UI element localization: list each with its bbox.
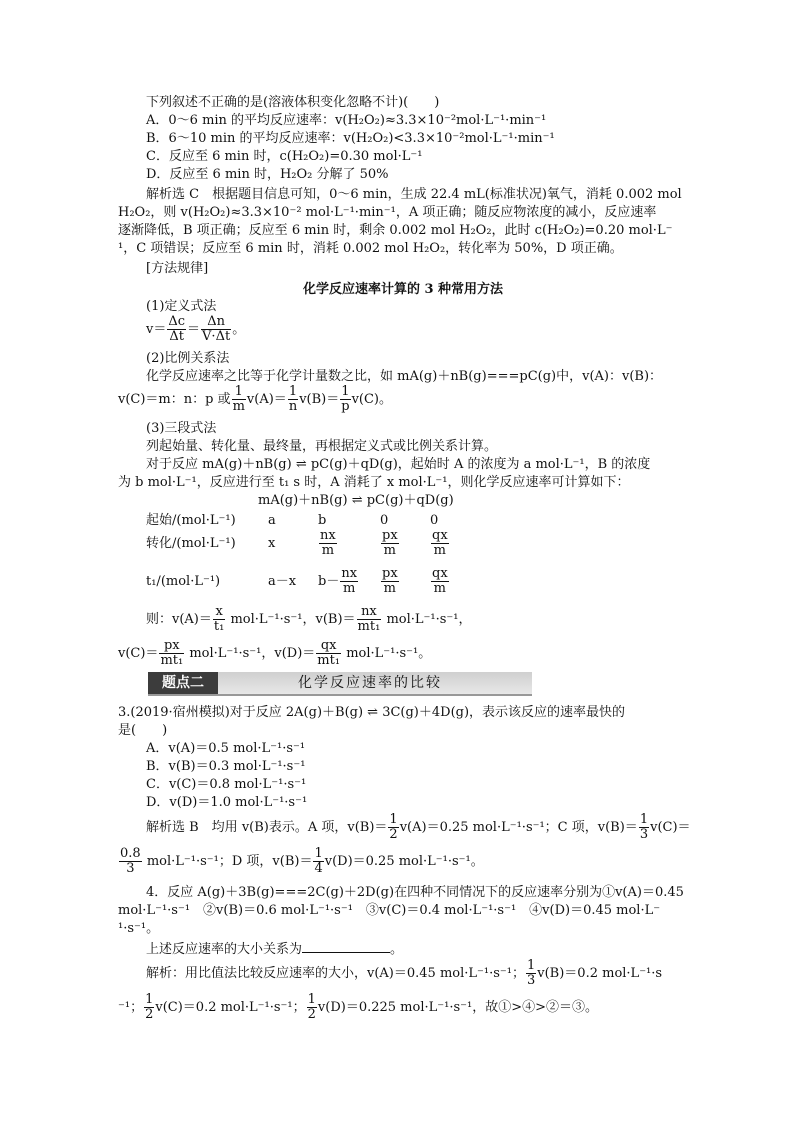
table-row-t1: t₁/(mol·L⁻¹) a－x b－ $\frac{nx}{m}$ $\frac{px}{m}$ $\frac{qx}{m}$ — [146, 566, 448, 596]
method-3-heading: (3)三段式法 — [146, 421, 217, 436]
method-title: 化学反应速率计算的 3 种常用方法 — [302, 282, 504, 297]
answer-1-line: ¹，C 项错误；反应至 6 min 时，消耗 0.002 mol H₂O₂，转化率为 50%，D 项正确。 — [118, 241, 623, 256]
option-b: B．6～10 min 的平均反应速率：v(H₂O₂)<3.3×10⁻²mol·L⁻¹·min⁻¹ — [146, 131, 555, 146]
question-4-line: ¹·s⁻¹。 — [118, 921, 160, 936]
formula-text: 。 — [232, 322, 246, 337]
rate-results-1: 则：v(A)＝ $\frac{x}{\text{t₁}}$ mol·L⁻¹·s⁻¹，v(B)＝ $\frac{nx}{\text{mt₁}}$ mol·L⁻¹·s⁻¹， — [146, 604, 472, 634]
question-3-line: 3.(2019·宿州模拟)对于反应 2A(g)＋B(g) ⇌ 3C(g)＋4D(g)，表示该反应的速率最快的 — [118, 705, 626, 720]
table-row-initial: 起始/(mol·L⁻¹) a b 0 0 — [146, 513, 439, 528]
method-1-heading: (1)定义式法 — [146, 299, 217, 314]
answer-3-line: $\frac{0.8}{3}$ mol·L⁻¹·s⁻¹；D 项，v(B)＝ $\frac{1}{4}$ v(D)＝0.25 mol·L⁻¹·s⁻¹。 — [120, 846, 484, 876]
table-row-change: 转化/(mol·L⁻¹) x $\frac{nx}{m}$ $\frac{px}{m}$ $\frac{qx}{m}$ — [146, 528, 448, 558]
q3-option-d: D．v(D)＝1.0 mol·L⁻¹·s⁻¹ — [146, 795, 308, 810]
method-tag: [方法规律] — [146, 261, 209, 276]
answer-1-line: H₂O₂，则 v(H₂O₂)≈3.3×10⁻² mol·L⁻¹·min⁻¹，A 项正确；随反应物浓度的减小，反应速率 — [118, 205, 657, 220]
question-3-line: 是( ) — [118, 723, 168, 738]
definition-formula — [146, 314, 245, 346]
answer-4-line: ⁻¹； $\frac{1}{2}$ v(C)＝0.2 mol·L⁻¹·s⁻¹； $\frac{1}{2}$ v(D)＝0.225 mol·L⁻¹·s⁻¹，故①>④>②＝③。 — [118, 992, 598, 1022]
method-3-line: 列起始量、转化量、最终量，再根据定义式或比例关系计算。 — [146, 439, 498, 454]
fraction: $\frac{\Delta c}{\Delta t}$ — [168, 314, 186, 344]
question-4-prompt: 上述反应速率的大小关系为 。 — [146, 942, 404, 957]
answer-3-line: 解析选 B 均用 v(B)表示。A 项，v(B)＝ $\frac{1}{2}$ v(A)＝0.25 mol·L⁻¹·s⁻¹；C 项，v(B)＝ $\frac{1}{3}$ v(C)＝ — [146, 812, 691, 842]
section-banner — [148, 672, 532, 696]
answer-4-line: 解析：用比值法比较反应速率的大小，v(A)＝0.45 mol·L⁻¹·s⁻¹； $\frac{1}{3}$ v(B)＝0.2 mol·L⁻¹·s — [146, 958, 663, 988]
question-intro: 下列叙述不正确的是(溶液体积变化忽略不计)( ) — [146, 95, 440, 110]
section-title: 化学反应速率的比较 — [298, 675, 442, 691]
option-a: A．0～6 min 的平均反应速率：v(H₂O₂)≈3.3×10⁻²mol·L⁻¹·min⁻¹ — [146, 113, 547, 128]
option-d: D．反应至 6 min 时，H₂O₂ 分解了 50% — [146, 167, 389, 182]
option-c: C．反应至 6 min 时，c(H₂O₂)=0.30 mol·L⁻¹ — [146, 149, 423, 164]
fraction: $\frac{\Delta n}{V\cdot\Delta t}$ — [202, 314, 231, 344]
answer-blank — [302, 940, 390, 953]
section-tag: 题点二 — [148, 672, 218, 694]
answer-1-line: 解析选 C 根据题目信息可知，0～6 min，生成 22.4 mL(标准状况)氧气，消耗 0.002 mol — [146, 187, 682, 202]
formula-text: ＝ — [187, 322, 201, 337]
ratio-formula: v(C)＝m：n：p 或 $\frac{1}{m}$ v(A)＝ $\frac{1}{n}$ v(B)＝ $\frac{1}{p}$ v(C)。 — [118, 384, 392, 414]
q3-option-a: A．v(A)＝0.5 mol·L⁻¹·s⁻¹ — [146, 741, 306, 756]
q3-option-b: B．v(B)＝0.3 mol·L⁻¹·s⁻¹ — [146, 759, 306, 774]
table-equation: mA(g)＋nB(g) ⇌ pC(g)＋qD(g) — [258, 493, 454, 508]
question-4-line: 4．反应 A(g)＋3B(g)===2C(g)＋2D(g)在四种不同情况下的反应速率分别为①v(A)＝0.45 — [146, 885, 684, 900]
method-2-heading: (2)比例关系法 — [146, 351, 230, 366]
rate-results-2: v(C)＝ $\frac{px}{\text{mt₁}}$ mol·L⁻¹·s⁻¹，v(D)＝ $\frac{qx}{\text{mt₁}}$ mol·L⁻¹·s⁻¹。 — [118, 638, 432, 668]
q3-option-c: C．v(C)＝0.8 mol·L⁻¹·s⁻¹ — [146, 777, 307, 792]
method-3-line: 为 b mol·L⁻¹，反应进行至 t₁ s 时，A 消耗了 x mol·L⁻¹，则化学反应速率可计算如下： — [118, 475, 630, 490]
method-2-line: 化学反应速率之比等于化学计量数之比，如 mA(g)＋nB(g)===pC(g)中，v(A)：v(B)： — [146, 369, 663, 384]
question-4-line: mol·L⁻¹·s⁻¹ ②v(B)＝0.6 mol·L⁻¹·s⁻¹ ③v(C)＝0.4 mol·L⁻¹·s⁻¹ ④v(D)＝0.45 mol·L⁻ — [118, 903, 661, 918]
formula-text: v＝ — [146, 322, 167, 337]
answer-1-line: 逐渐降低，B 项正确；反应至 6 min 时，剩余 0.002 mol H₂O₂，此时 c(H₂O₂)=0.20 mol·L⁻ — [118, 223, 673, 238]
method-3-line: 对于反应 mA(g)＋nB(g) ⇌ pC(g)＋qD(g)，起始时 A 的浓度为 a mol·L⁻¹，B 的浓度 — [146, 457, 651, 472]
